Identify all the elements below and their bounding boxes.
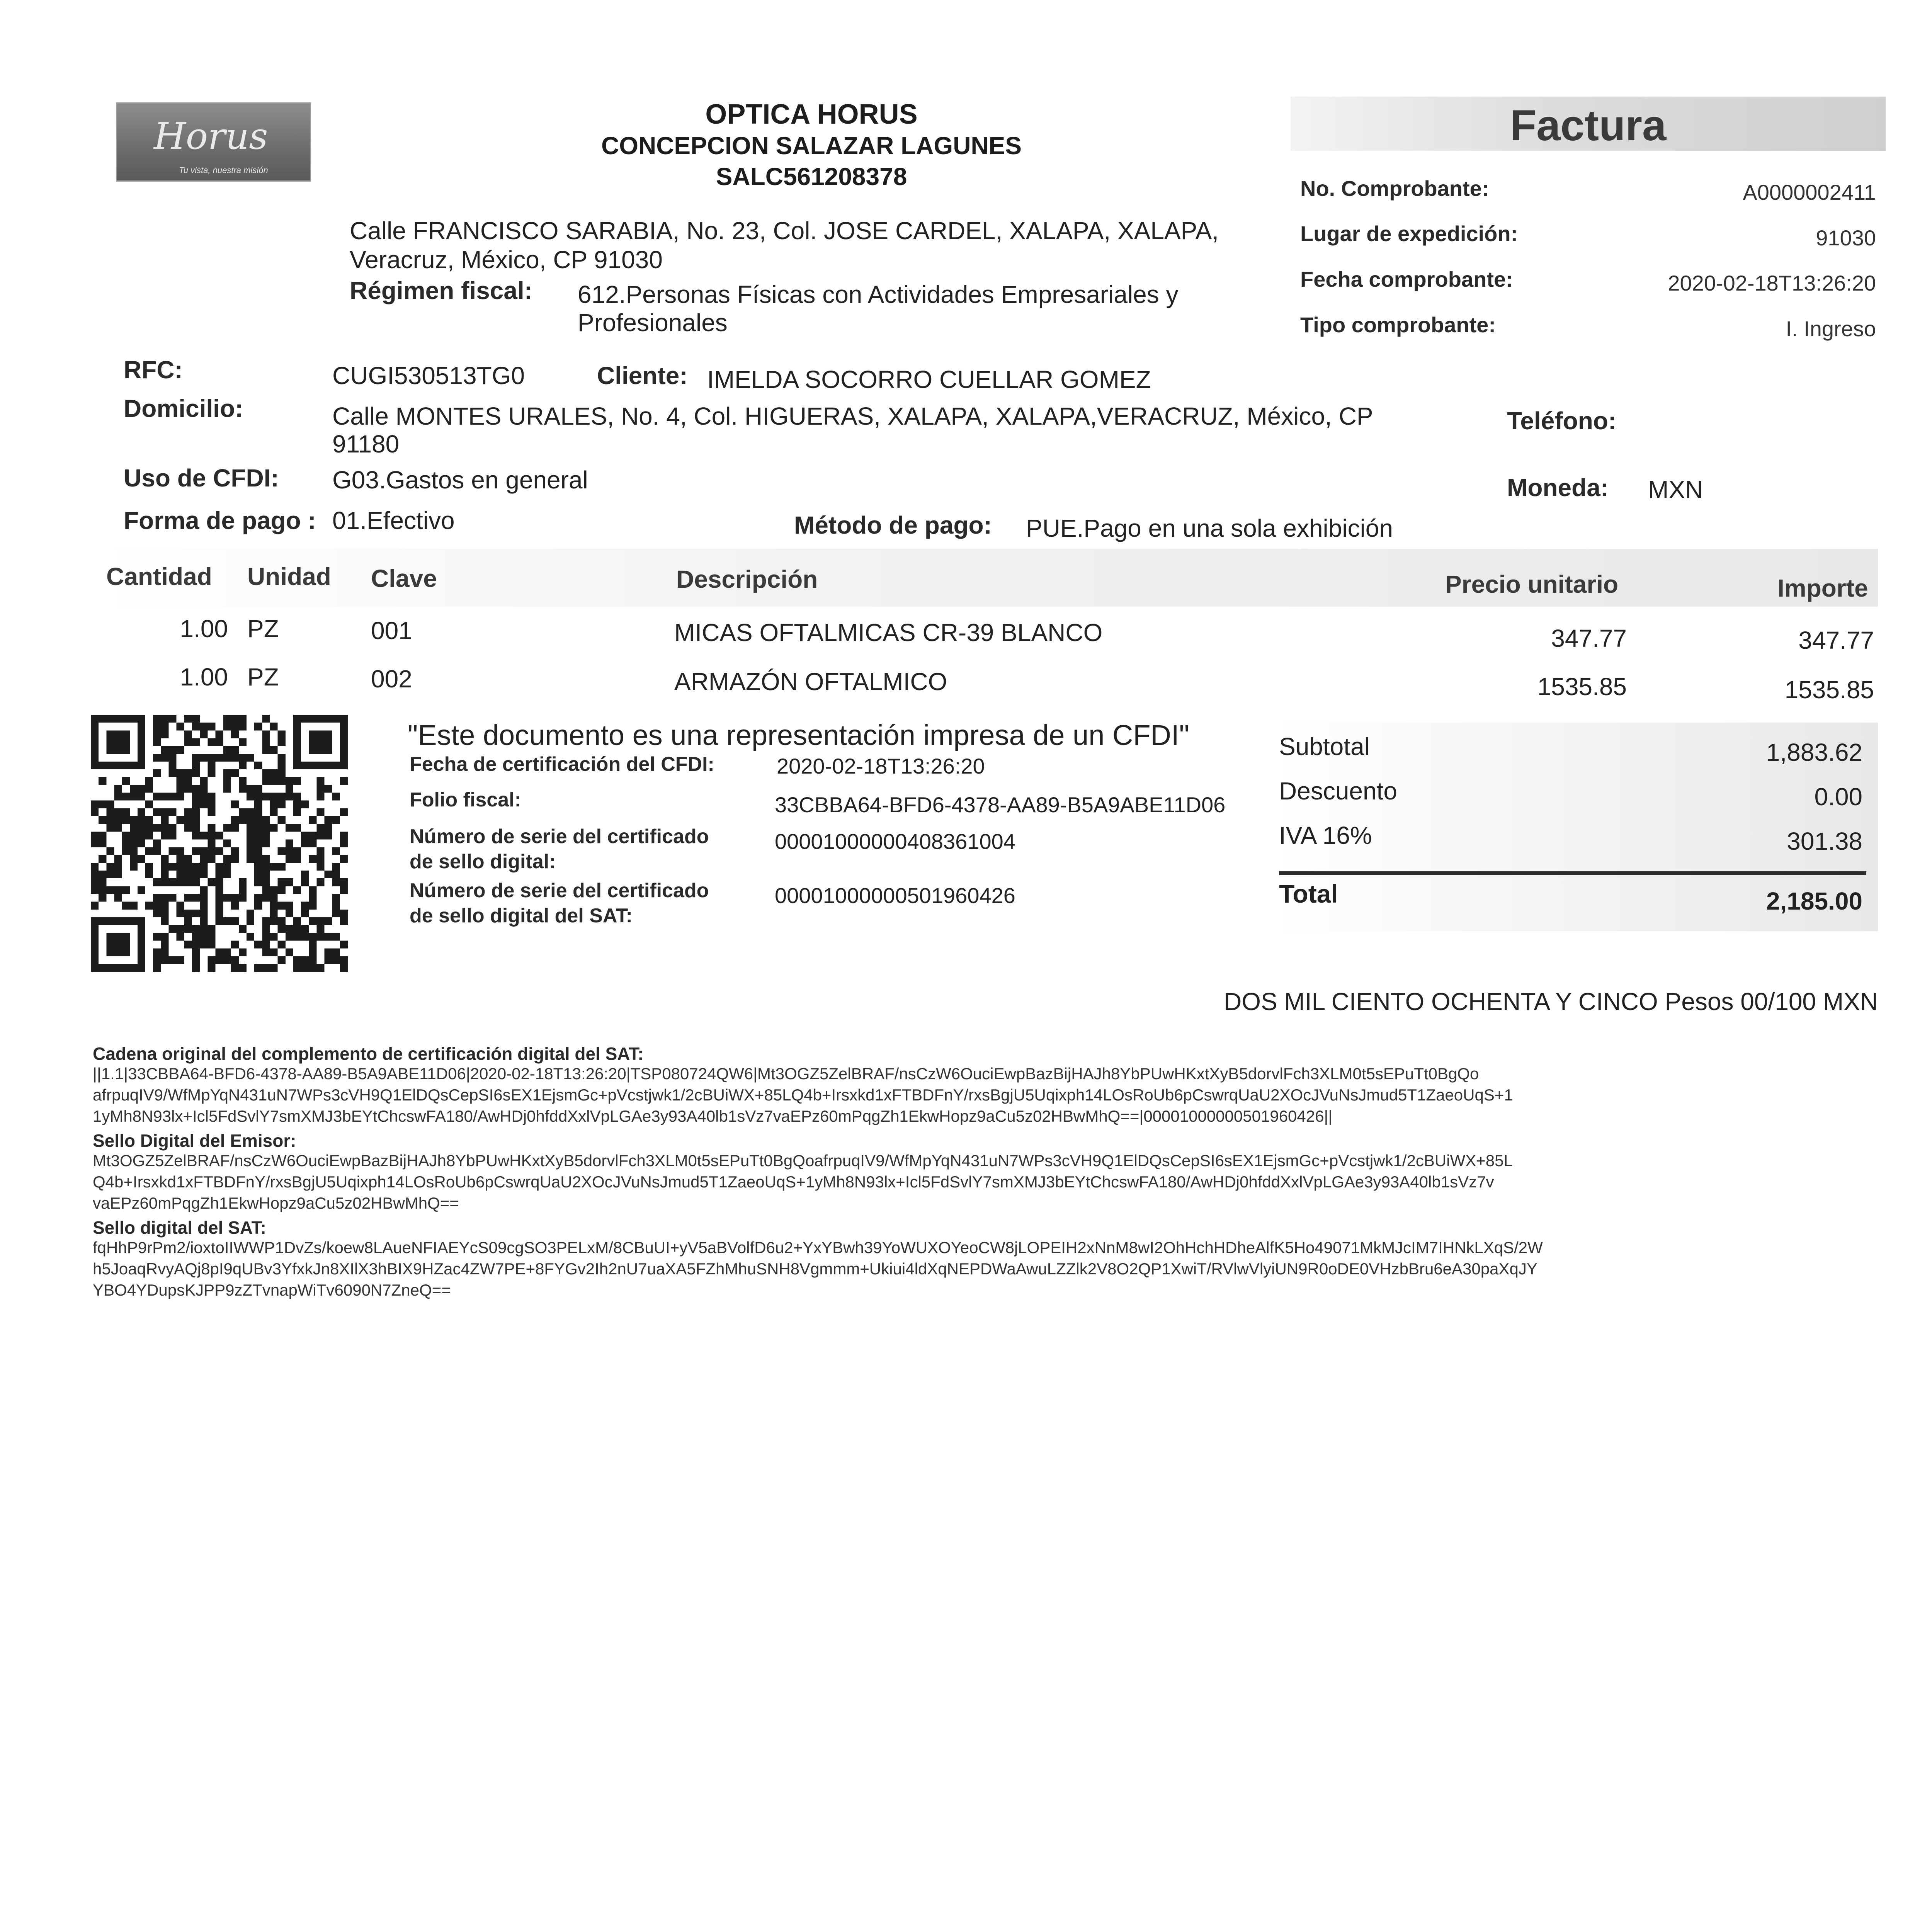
uso-cfdi: G03.Gastos en general [332,466,588,494]
folio-label: Folio fiscal: [410,789,521,811]
col-header-importe: Importe [1777,574,1868,602]
sello-sat-line: h5JoaqRvyAQj8pI9qUBv3YfxkJn8XIlX3hBIX9HZac4ZW7PE+8FYGv2Ih2nU7uaXA5FZhMhuSNH8Vgmmm+Ukiui4ldXqNEPDWaAwuLZZlk2V8O2QP1XwiT/RVlwVlyiUN9R0oDE0VHzbBru6eA30paXqJY [93,1260,1537,1278]
sello-emisor-line: vaEPz60mPqgZh1EkwHopz9aCu5z02HBwMhQ== [93,1194,459,1212]
issuer-name: OPTICA HORUS [705,99,918,130]
col-header-cantidad: Cantidad [106,563,212,590]
cfdi-statement: "Este documento es una representación impresa de un CFDI" [408,719,1189,751]
total-value: 2,185.00 [1766,887,1862,915]
fecha-label: Fecha comprobante: [1300,267,1513,291]
serie-cert-label-2: de sello digital: [410,850,556,873]
row2-importe: 1535.85 [1784,676,1874,704]
serie-sat-value: 00001000000501960426 [775,883,1015,908]
domicilio-line2: 91180 [332,430,400,458]
forma-pago-label: Forma de pago : [124,507,316,534]
cadena-line: ||1.1|33CBBA64-BFD6-4378-AA89-B5A9ABE11D06|2020-02-18T13:26:20|TSP080724QW6|Mt3OGZ5ZelBRAF/nsCzW6OuciEwpBazBijHAJh8YbPUwHKxtXyB5dorvlFch3XLM0t5sEPuTt0BgQo [93,1065,1479,1083]
company-logo [116,102,311,182]
tipo-label: Tipo comprobante: [1300,313,1496,337]
cadena-line: 1yMh8N93lx+Icl5FdSvlY7smXMJ3bEYtChcswFA180/AwHDj0hfddXxlVpLGAe3y93A40lb1sVz7vaEPz60mPqgZh1EkwHopz9aCu5z02HBwMhQ==|00001000000501960426|| [93,1107,1333,1125]
cadena-original-label: Cadena original del complemento de certificación digital del SAT: [93,1044,644,1064]
metodo-pago-label: Método de pago: [794,511,992,539]
serie-sat-label-2: de sello digital del SAT: [410,905,633,927]
cliente-name: IMELDA SOCORRO CUELLAR GOMEZ [707,366,1151,393]
row1-precio: 347.77 [1551,624,1627,652]
fecha-cert-label: Fecha de certificación del CFDI: [410,753,714,776]
domicilio-label: Domicilio: [124,395,243,422]
col-header-clave: Clave [371,565,437,592]
issuer-address-line1: Calle FRANCISCO SARABIA, No. 23, Col. JOSE CARDEL, XALAPA, XALAPA, [350,217,1219,245]
telefono-label: Teléfono: [1507,407,1617,435]
row2-precio: 1535.85 [1537,673,1627,701]
iva-value: 301.38 [1787,827,1862,855]
issuer-address-line2: Veracruz, México, CP 91030 [350,246,663,274]
sello-emisor-line: Q4b+Irsxkd1xFTBDFnY/rxsBgjU5Uqixph14LOsRoUb6pCswrqUaU2XOcJVuNsJmud5T1ZaeoUqS+1yMh8N93lx+Icl5FdSvlY7smXMJ3bEYtChcswFA180/AwHDj0hfddXxlVpLGAe3y93A40lb1sVz7v [93,1173,1494,1191]
invoice-title-band [1291,97,1886,151]
fecha-cert-value: 2020-02-18T13:26:20 [777,754,985,778]
sello-emisor-label: Sello Digital del Emisor: [93,1131,296,1151]
lugar-label: Lugar de expedición: [1300,221,1518,246]
regimen-line2: Profesionales [578,309,728,337]
uso-cfdi-label: Uso de CFDI: [124,464,279,492]
row2-unidad: PZ [247,663,279,691]
col-header-precio: Precio unitario [1445,570,1619,598]
comprobante-label: No. Comprobante: [1300,176,1489,201]
descuento-label: Descuento [1279,777,1397,805]
sello-sat-line: YBO4YDupsKJPP9zZTvnapWiTv6090N7ZneQ== [93,1281,451,1299]
row2-cantidad: 1.00 [180,663,228,691]
iva-label: IVA 16% [1279,821,1372,849]
comprobante-value: A0000002411 [1743,180,1876,204]
client-rfc: CUGI530513TG0 [332,362,525,389]
sello-sat-line: fqHhP9rPm2/ioxtoIIWWP1DvZs/koew8LAueNFIAEYcS09cgSO3PELxM/8CBuUI+yV5aBVolfD6u2+YxYBwh39YoWUXOYeoCW8jLOPEIH2xNnM8wI2OhHchHDheAlfK5Ho49071MkMJcIM7IHNkLXqS/2W [93,1238,1543,1257]
regimen-label: Régimen fiscal: [350,277,533,304]
logo-wordmark: Horus [154,115,268,158]
col-header-descripcion: Descripción [676,565,818,593]
serie-cert-label-1: Número de serie del certificado [410,825,709,848]
lugar-value: 91030 [1816,226,1876,250]
total-label: Total [1279,879,1338,908]
serie-sat-label-1: Número de serie del certificado [410,879,709,902]
forma-pago: 01.Efectivo [332,507,455,534]
sello-sat-label: Sello digital del SAT: [93,1218,266,1238]
cadena-line: afrpuqIV9/WfMpYqN431uN7WPs3cVH9Q1ElDQsCepSI6sEX1EjsmGc+pVcstjwk1/2cBUiWX+85LQ4b+Irsxkd1xFTBDFnY/rxsBgjU5Uqixph14LOsRoUb6pCswrqUaU2XOcJVuNsJmud5T1ZaeoUqS+1 [93,1086,1513,1104]
row1-cantidad: 1.00 [180,615,228,643]
invoice-title: Factura [1510,101,1667,150]
folio-value: 33CBBA64-BFD6-4378-AA89-B5A9ABE11D06 [775,793,1226,817]
row2-descripcion: ARMAZÓN OFTALMICO [674,668,947,696]
row2-clave: 002 [371,665,412,693]
qr-code [91,715,348,972]
totals-divider [1279,871,1866,875]
logo-tagline: Tu vista, nuestra misión [179,165,268,175]
descuento-value: 0.00 [1814,783,1862,811]
moneda-value: MXN [1648,476,1703,503]
row1-descripcion: MICAS OFTALMICAS CR-39 BLANCO [674,619,1103,646]
total-in-words: DOS MIL CIENTO OCHENTA Y CINCO Pesos 00/100 MXN [1224,988,1878,1015]
moneda-label: Moneda: [1507,474,1609,502]
client-rfc-label: RFC: [124,356,183,384]
domicilio-line1: Calle MONTES URALES, No. 4, Col. HIGUERAS, XALAPA, XALAPA,VERACRUZ, México, CP [332,402,1373,430]
col-header-unidad: Unidad [247,563,331,590]
row1-clave: 001 [371,617,412,645]
tipo-value: I. Ingreso [1786,316,1876,341]
issuer-owner: CONCEPCION SALAZAR LAGUNES [601,132,1022,160]
cliente-label: Cliente: [597,362,688,389]
row1-importe: 347.77 [1798,626,1874,654]
subtotal-value: 1,883.62 [1766,738,1862,766]
serie-cert-value: 00001000000408361004 [775,829,1015,854]
row1-unidad: PZ [247,615,279,643]
subtotal-label: Subtotal [1279,733,1370,760]
sello-emisor-line: Mt3OGZ5ZelBRAF/nsCzW6OuciEwpBazBijHAJh8YbPUwHKxtXyB5dorvlFch3XLM0t5sEPuTt0BgQoafrpuqIV9/WfMpYqN431uN7WPs3cVH9Q1ElDQsCepSI6sEX1EjsmGc+pVcstjwk1/2cBUiWX+85L [93,1151,1513,1170]
regimen-line1: 612.Personas Físicas con Actividades Empresariales y [578,281,1179,308]
metodo-pago: PUE.Pago en una sola exhibición [1026,514,1393,542]
fecha-value: 2020-02-18T13:26:20 [1668,271,1876,295]
issuer-rfc: SALC561208378 [716,163,907,190]
